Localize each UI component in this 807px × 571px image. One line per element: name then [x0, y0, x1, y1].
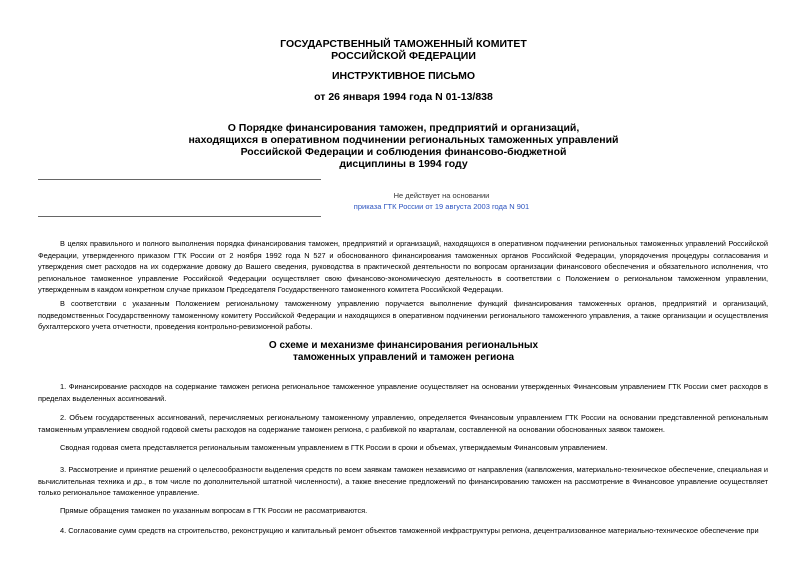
paragraph-annual-estimate: Сводная годовая смета представляется региональным таможенным управлением в ГТК России в сроки и объемах, утверждаемым Финансовым управлением. — [60, 443, 608, 452]
document-type: ИНСТРУКТИВНОЕ ПИСЬМО — [331, 70, 476, 82]
paragraph-regulation: В соответствии с указанным Положением региональному таможенному управлению поручается выполнение функций финансирования таможенных органов, предприятий и организаций, подведомственных Государственному таможенному комитету Российской Федерации и находящихся в оперативном подчинении регионального таможенного управления, а также организации и осуществления бухгалтерского учета отчетности, проведения контрольно-ревизионной работы. — [38, 299, 768, 331]
paragraph-item-4: 4. Согласование сумм средств на строительство, реконструкцию и капитальный ремонт объектов таможенной инфраструктуры региона, децентрализованное материально-техническое обеспечение при — [60, 526, 759, 535]
divider-bottom — [38, 216, 321, 217]
title-line-1: О Порядке финансирования таможен, предприятий и организаций, — [227, 122, 580, 134]
section-heading-line-1: О схеме и механизме финансирования региональных — [268, 340, 539, 351]
document-title — [0, 122, 807, 170]
issuer-line-1: ГОСУДАРСТВЕННЫЙ ТАМОЖЕННЫЙ КОМИТЕТ — [280, 38, 527, 50]
section-heading-line-2: таможенных управлений и таможен региона — [292, 352, 515, 363]
issuer-line-2: РОССИЙСКОЙ ФЕДЕРАЦИИ — [331, 50, 476, 62]
issuer-heading — [0, 38, 807, 62]
paragraph-intro: В целях правильного и полного выполнения порядка финансирования таможен, предприятий и организаций, находящихся в оперативном подчинении региональных таможенных управлений Российской Федерации, утвержденного приказом ГТК России от 2 ноября 1992 года N 527 и обоснованного финансирования таможенных органов Российской Федерации, упорядочения процедуры согласования и утверждения смет расходов на их содержание довожу до Вашего сведения, руководства в практической деятельности по вопросам организации финансового обеспечения и обязательного исполнения, что региональное таможенное управление Российской Федерации осуществляет свою финансово-экономическую деятельность в соответствии с Положением о региональном таможенном управлении, утвержденным в каждом конкретном случае приказом Председателя Государственного таможенного комитета Российской Федерации. — [38, 239, 768, 294]
status-text: Не действует на основании — [393, 191, 490, 200]
paragraph-item-3: 3. Рассмотрение и принятие решений о целесообразности выделения средств по всем заявкам таможен независимо от направления (капвложения, материально-техническое обеспечение, специальная и вычислительная техника и др., в том числе по дополнительной штатной численности), а также внесение предложений по финансированию таможен на рассмотрение в Финансовое управление осуществляет только региональное таможенное управление. — [38, 465, 768, 497]
repeal-order-link[interactable]: приказа ГТК России от 19 августа 2003 года N 901 — [353, 202, 530, 211]
divider-top — [38, 179, 321, 180]
title-line-3: Российской Федерации и соблюдения финансово-бюджетной — [240, 146, 567, 158]
title-line-4: дисциплины в 1994 году — [339, 158, 468, 170]
paragraph-item-1: 1. Финансирование расходов на содержание таможен региона региональное таможенное управление осуществляет на основании утвержденных Финансовым управлением ГТК России смет расходов в пределах выделенных ассигнований. — [38, 382, 768, 403]
paragraph-direct-requests: Прямые обращения таможен по указанным вопросам в ГТК России не рассматриваются. — [60, 506, 368, 515]
section-heading — [0, 340, 807, 364]
document-date: от 26 января 1994 года N 01-13/838 — [314, 91, 493, 103]
paragraph-item-2: 2. Объем государственных ассигнований, перечисляемых региональному таможенному управлению, определяется Финансовым управлением ГТК России на основании представленной региональным таможенным управлением сводной годовой сметы расходов на содержание таможен региона, с разбивкой по кварталам, составленной на основании обоснованных заявок таможен. — [38, 413, 768, 434]
title-line-2: находящихся в оперативном подчинении региональных таможенных управлений — [188, 134, 619, 146]
status-note — [38, 190, 807, 212]
